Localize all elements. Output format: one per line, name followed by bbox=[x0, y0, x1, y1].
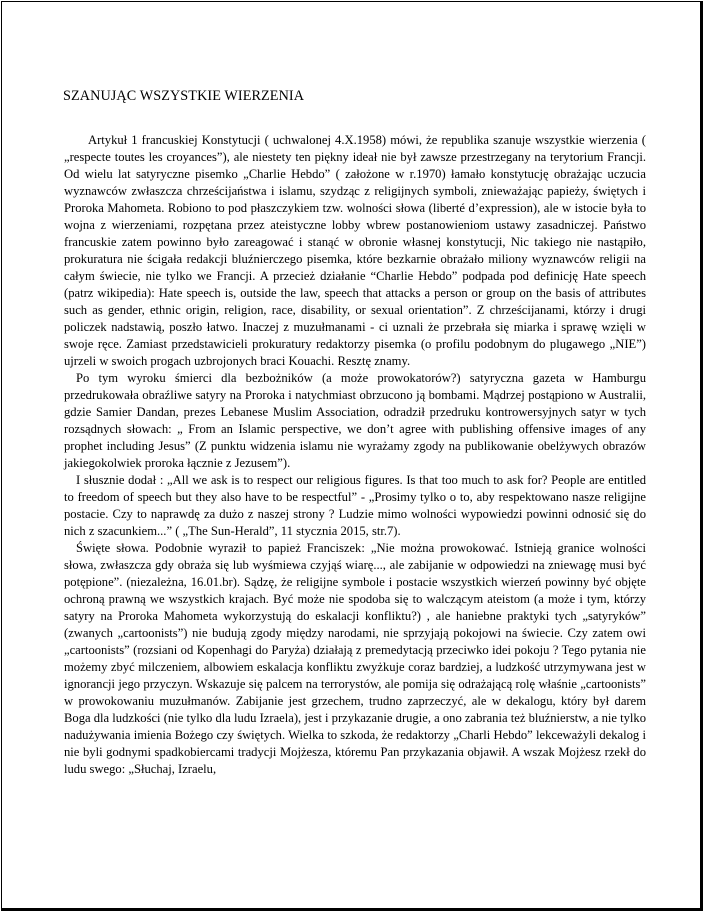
paragraph-4: Święte słowa. Podobnie wyraził to papież Franciszek: „Nie można prowokować. Istnieją granice wolności słowa, zwłaszcza gdy obraża się lub wyśmiewa czyjąś wiarę..., ale zabijanie w odpowiedzi na zniewagę musi być potępione”. (niezależna, 16.01.br). Sądzę, że religijne symbole i postacie wszystkich wierzeń powinny być objęte ochroną prawną we wszystkich krajach. Być może nie spodoba się to walczącym ateistom (a może i tym, którzy satyry na Proroka Mahometa wykorzystują do eskalacji konfliktu?) , ale haniebne praktyki tych „satyryków” (zwanych „cartoonists”) nie budują zgody między narodami, nie sprzyjają pokojowi na świecie. Czy zatem owi „cartoonists” (rozsiani od Kopenhagi do Paryża) działają z premedytacją przeciwko idei pokoju ? Tego pytania nie możemy zbyć milczeniem, albowiem eskalacja konfliktu zwyżkuje coraz bardziej, a ludzkość utrzymywana jest w ignorancji jego przyczyn. Wskazuje się palcem na terrorystów, ale pomija się odrażającą rolę właśnie „cartoonists” w prowokowaniu muzułmanów. Zabijanie jest grzechem, trudno zaprzeczyć, ale w dekalogu, który był darem Boga dla ludzkości (nie tylko dla ludu Izraela), jest i przykazanie drugie, a ono zabrania też bluźnierstw, a nie tylko nadużywania imienia Bożego czy świętych. Wielka to szkoda, że redaktorzy „Charli Hebdo” lekceważyli dekalog i nie byli godnymi spadkobiercami tradycji Mojżesza, któremu Pan przykazania objawił. A wszak Mojżesz rzekł do ludu swego: „Słuchaj, Izraelu, bbox=[64, 541, 646, 776]
paragraph-3: I słusznie dodał : „All we ask is to respect our religious figures. Is that too much to ask for? People are entitled to freedom of speech but they also have to be respectful” - „Prosimy tylko o to, aby respektowano nasze religijne postacie. Czy to naprawdę za dużo z naszej strony ? Ludzie mimo wolności wypowiedzi powinni odnosić się do nich z szacunkiem...” ( „The Sun-Herald”, 11 stycznia 2015, str.7). bbox=[64, 473, 646, 538]
document-page bbox=[1, 1, 703, 911]
paragraph-2: Po tym wyroku śmierci dla bezbożników (a może prowokatorów?) satyryczna gazeta w Hamburgu przedrukowała obraźliwe satyry na Proroka i natychmiast obrzucono ją bombami. Mądrzej postąpiono w Australii, gdzie Samier Dandan, prezes Lebanese Muslim Association, odradził przedruku kontrowersyjnych satyr w tych rozsądnych słowach: „ From an Islamic perspective, we don’t agree with publishing offensive images of any prophet including Jesus” (Z punktu widzenia islamu nie wyrażamy zgody na publikowanie obelżywych obrazów jakiegokolwiek proroka łącznie z Jezusem”). bbox=[64, 371, 646, 470]
article-body bbox=[64, 132, 646, 778]
page-title: SZANUJĄC WSZYSTKIE WIERZENIA bbox=[63, 88, 305, 104]
paragraph-1: Artykuł 1 francuskiej Konstytucji ( uchwalonej 4.X.1958) mówi, że republika szanuje wszystkie wierzenia ( „respecte toutes les croyances”), ale niestety ten piękny ideał nie był zawsze przestrzegany na terytorium Francji. Od wielu lat satyryczne pisemko „Charlie Hebdo” ( założone w r.1970) łamało konstytucję obrażając uczucia wyznawców zwłaszcza chrześcijaństwa i islamu, szydząc z religijnych symboli, znieważając papieży, świętych i Proroka Mahometa. Robiono to pod płaszczykiem tzw. wolności słowa (liberté d’expression), ale w istocie była to wojna z wierzeniami, rozpętana przez ateistyczne lobby wbrew postanowieniom ustawy zasadniczej. Państwo francuskie zatem powinno było zareagować i stanąć w obronie własnej konstytucji, Nic takiego nie nastąpiło, prokuratura nie ścigała redakcji bluźnierczego pisemka, które bezkarnie obrażało miliony wyznawców religii na całym świecie, nie tylko we Francji. A przecież działanie “Charlie Hebdo” podpada pod definicję Hate speech (patrz wikipedia): Hate speech is, outside the law, speech that attacks a person or group on the basis of attributes such as gender, ethnic origin, religion, race, disability, or sexual orientation”. Z chrześcijanami, którzy i drugi policzek nadstawią, poszło łatwo. Inaczej z muzułmanami - ci uznali że przebrała się miarka i sprawę wzięli w swoje ręce. Zamiast przedstawicieli prokuratury redaktorzy pisemka (o profilu podobnym do plugawego „NIE”) ujrzeli w swoich progach uzbrojonych braci Kouachi. Resztę znamy. bbox=[64, 133, 646, 368]
